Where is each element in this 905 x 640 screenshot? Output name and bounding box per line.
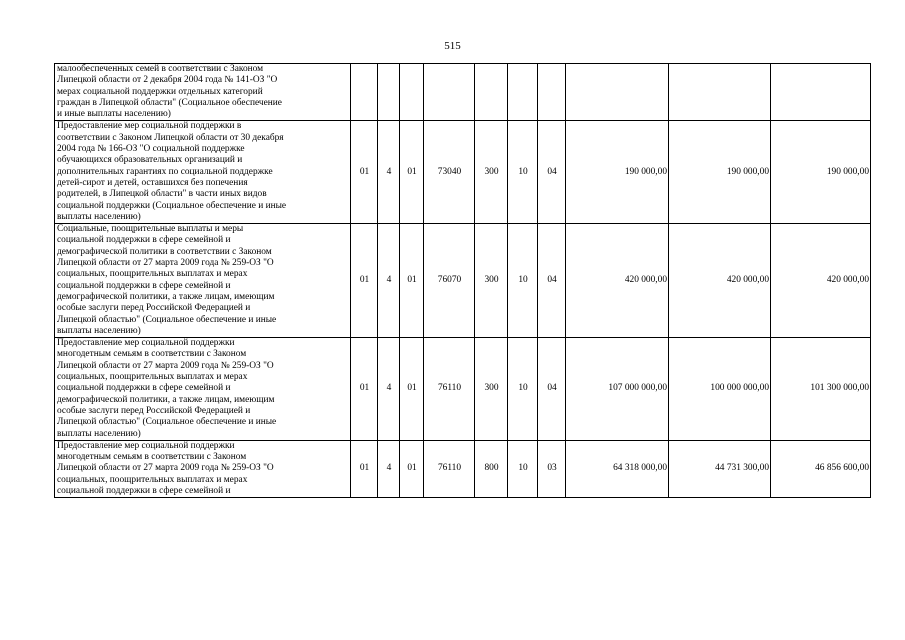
code-section xyxy=(351,64,378,121)
description-line: социальной поддержки в сфере семейной и xyxy=(57,485,231,496)
description-line: Предоставление мер социальной поддержки xyxy=(57,338,235,349)
code-subsection xyxy=(538,64,566,121)
amount-year-3: 420 000,00 xyxy=(771,224,871,338)
row-description xyxy=(55,224,351,338)
code-subprogram: 01 xyxy=(400,224,424,338)
amount-year-1: 107 000 000,00 xyxy=(566,338,669,441)
code-subprogram: 01 xyxy=(400,121,424,224)
description-line: многодетным семьям в соответствии с Законом xyxy=(57,452,247,463)
description-line: социальной поддержки в сфере семейной и xyxy=(57,235,231,246)
code-direction: 76110 xyxy=(424,440,475,497)
amount-year-3 xyxy=(771,64,871,121)
row-description xyxy=(55,64,351,121)
code-chapter: 10 xyxy=(508,338,538,441)
description-line: демографической политики в соответствии с Законом xyxy=(57,246,272,257)
description-line: социальной поддержки в сфере семейной и xyxy=(57,383,231,394)
code-direction xyxy=(424,64,475,121)
budget-table xyxy=(54,63,871,498)
code-program: 4 xyxy=(378,224,400,338)
description-line: дополнительных гарантиях по социальной поддержке xyxy=(57,166,273,177)
amount-year-2: 420 000,00 xyxy=(669,224,771,338)
amount-year-3: 190 000,00 xyxy=(771,121,871,224)
code-expense-type: 300 xyxy=(475,121,508,224)
description-line: граждан в Липецкой области" (Социальное обеспечение xyxy=(57,97,282,108)
code-direction: 73040 xyxy=(424,121,475,224)
description-line: многодетным семьям в соответствии с Законом xyxy=(57,349,247,360)
row-description xyxy=(55,440,351,497)
description-line: Липецкой области от 27 марта 2009 года № 259-ОЗ "О xyxy=(57,258,274,269)
code-subprogram xyxy=(400,64,424,121)
code-expense-type xyxy=(475,64,508,121)
code-chapter: 10 xyxy=(508,121,538,224)
code-chapter xyxy=(508,64,538,121)
description-line: обучающихся образовательных организаций и xyxy=(57,155,243,166)
description-line: Липецкой областью" (Социальное обеспечение и иные xyxy=(57,314,277,325)
amount-year-2 xyxy=(669,64,771,121)
description-line: выплаты населению) xyxy=(57,428,141,439)
table-row xyxy=(55,338,871,441)
description-line: Липецкой области от 2 декабря 2004 года № 141-ОЗ "О xyxy=(57,75,278,86)
table-row xyxy=(55,121,871,224)
code-expense-type: 800 xyxy=(475,440,508,497)
amount-year-3: 101 300 000,00 xyxy=(771,338,871,441)
code-program: 4 xyxy=(378,440,400,497)
row-description xyxy=(55,338,351,441)
code-expense-type: 300 xyxy=(475,338,508,441)
description-line: Липецкой области от 27 марта 2009 года № 259-ОЗ "О xyxy=(57,463,274,474)
code-direction: 76070 xyxy=(424,224,475,338)
description-line: демографической политики, а также лицам, имеющим xyxy=(57,291,275,302)
code-subsection: 04 xyxy=(538,224,566,338)
description-line: малообеспеченных семей в соответствии с Законом xyxy=(57,64,264,74)
description-line: родителей, в Липецкой области" в части иных видов xyxy=(57,189,267,200)
description-line: социальной поддержки (Социальное обеспечение и иные xyxy=(57,200,287,211)
description-line: и иные выплаты населению) xyxy=(57,109,171,120)
description-line: социальных, поощрительных выплатах и мерах xyxy=(57,372,248,383)
code-subsection: 03 xyxy=(538,440,566,497)
amount-year-1: 64 318 000,00 xyxy=(566,440,669,497)
amount-year-1: 190 000,00 xyxy=(566,121,669,224)
description-line: Липецкой областью" (Социальное обеспечение и иные xyxy=(57,417,277,428)
code-program: 4 xyxy=(378,121,400,224)
description-line: социальной поддержки в сфере семейной и xyxy=(57,280,231,291)
amount-year-1 xyxy=(566,64,669,121)
description-line: детей-сирот и детей, оставшихся без попечения xyxy=(57,177,248,188)
code-subsection: 04 xyxy=(538,121,566,224)
code-program: 4 xyxy=(378,338,400,441)
table-row xyxy=(55,64,871,121)
code-direction: 76110 xyxy=(424,338,475,441)
page-number: 515 xyxy=(444,40,461,52)
description-line: социальных, поощрительных выплатах и мерах xyxy=(57,269,248,280)
code-section: 01 xyxy=(351,440,378,497)
description-line: особые заслуги перед Российской Федерацией и xyxy=(57,303,251,314)
code-subprogram: 01 xyxy=(400,338,424,441)
description-line: особые заслуги перед Российской Федерацией и xyxy=(57,405,251,416)
amount-year-1: 420 000,00 xyxy=(566,224,669,338)
amount-year-2: 190 000,00 xyxy=(669,121,771,224)
amount-year-2: 100 000 000,00 xyxy=(669,338,771,441)
table-row xyxy=(55,224,871,338)
description-line: мерах социальной поддержки отдельных категорий xyxy=(57,86,263,97)
row-description xyxy=(55,121,351,224)
description-line: социальных, поощрительных выплатах и мерах xyxy=(57,474,248,485)
code-expense-type: 300 xyxy=(475,224,508,338)
code-section: 01 xyxy=(351,338,378,441)
description-line: соответствии с Законом Липецкой области от 30 декабря xyxy=(57,132,284,143)
description-line: Социальные, поощрительные выплаты и меры xyxy=(57,224,244,235)
description-line: Липецкой области от 27 марта 2009 года № 259-ОЗ "О xyxy=(57,360,274,371)
description-line: Предоставление мер социальной поддержки xyxy=(57,440,235,451)
description-line: Предоставление мер социальной поддержки в xyxy=(57,121,242,132)
description-line: 2004 года № 166-ОЗ "О социальной поддержке xyxy=(57,144,245,155)
description-line: выплаты населению) xyxy=(57,211,141,222)
code-subprogram: 01 xyxy=(400,440,424,497)
amount-year-3: 46 856 600,00 xyxy=(771,440,871,497)
code-section: 01 xyxy=(351,121,378,224)
description-line: выплаты населению) xyxy=(57,325,141,336)
table-row xyxy=(55,440,871,497)
description-line: демографической политики, а также лицам, имеющим xyxy=(57,394,275,405)
code-program xyxy=(378,64,400,121)
code-chapter: 10 xyxy=(508,224,538,338)
amount-year-2: 44 731 300,00 xyxy=(669,440,771,497)
code-chapter: 10 xyxy=(508,440,538,497)
code-section: 01 xyxy=(351,224,378,338)
code-subsection: 04 xyxy=(538,338,566,441)
